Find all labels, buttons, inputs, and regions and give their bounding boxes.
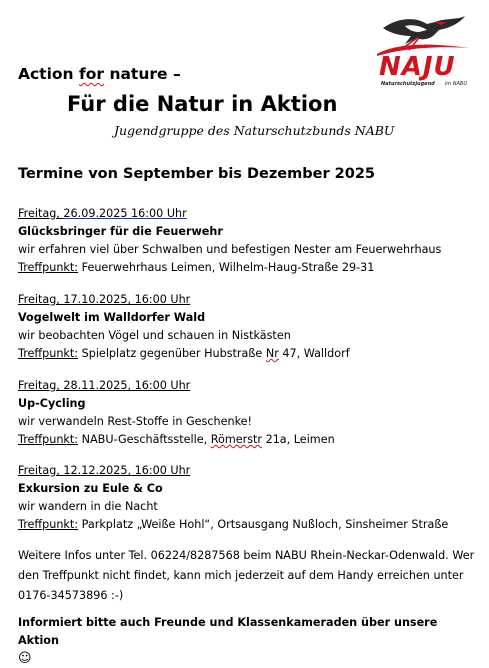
event-title: Up-Cycling: [18, 397, 86, 410]
event-meeting: [18, 259, 483, 277]
action-prefix: Action: [18, 65, 79, 83]
event-item: [18, 291, 483, 363]
event-date-day: Freitag,: [18, 464, 64, 477]
smiley-icon: ☺: [18, 651, 32, 666]
meeting-label: Treffpunkt:: [18, 433, 79, 446]
action-for: for: [79, 65, 105, 83]
action-mid: nature: [104, 65, 168, 83]
event-meeting: [18, 516, 483, 534]
event-date-time: 26.09.2025 16:00 Uhr: [63, 207, 187, 220]
meeting-location: Parkplatz „Weiße Hohl“, Ortsausgang Nußloch, Sinsheimer Straße: [78, 518, 449, 531]
event-date-day: Freitag,: [18, 379, 64, 392]
section-heading: Termine von September bis Dezember 2025: [18, 166, 376, 182]
event-item: [18, 462, 483, 534]
event-title: Glücksbringer für die Feuerwehr: [18, 225, 223, 238]
event-title: Exkursion zu Eule & Co: [18, 482, 163, 495]
closing-text: Informiert bitte auch Freunde und Klassenkameraden über unsere Aktion: [18, 616, 438, 647]
event-date-time: 17.10.2025, 16:00 Uhr: [63, 293, 191, 306]
meeting-location-mark: Römerstr: [210, 433, 263, 446]
meeting-location-mark: Nr: [265, 347, 279, 360]
meeting-location: Feuerwehrhaus Leimen, Wilhelm-Haug-Straße 29-31: [78, 261, 375, 274]
page-subtitle: Jugendgruppe des Naturschutzbunds NABU: [114, 123, 395, 138]
meeting-location-rest: 21a, Leimen: [262, 433, 335, 446]
closing-note: [18, 614, 480, 668]
event-meeting: [18, 345, 483, 363]
event-date-time: 12.12.2025, 16:00 Uhr: [63, 464, 191, 477]
event-item: [18, 205, 483, 277]
event-description: wir erfahren viel über Schwalben und befestigen Nester am Feuerwehrhaus: [18, 243, 442, 256]
event-date: [18, 205, 483, 223]
logo-sub-right: im NABU: [444, 81, 467, 87]
meeting-location-rest: 47, Walldorf: [278, 347, 350, 360]
action-dash: –: [167, 65, 181, 83]
action-line: [18, 64, 181, 84]
event-date: [18, 291, 483, 309]
event-item: [18, 377, 483, 449]
event-description: wir wandern in die Nacht: [18, 500, 158, 513]
logo-sub-left: Naturschutzjugend: [381, 81, 435, 87]
meeting-label: Treffpunkt:: [18, 347, 79, 360]
meeting-label: Treffpunkt:: [18, 261, 79, 274]
event-description: wir beobachten Vögel und schauen in Nistkästen: [18, 329, 291, 342]
event-date-time: 28.11.2025, 16:00 Uhr: [63, 379, 191, 392]
event-date-day: Freitag,: [18, 293, 64, 306]
logo-subline: [381, 81, 467, 87]
event-date: [18, 377, 483, 395]
event-description: wir verwandeln Rest-Stoffe in Geschenke!: [18, 415, 253, 428]
meeting-label: Treffpunkt:: [18, 518, 79, 531]
logo-brand: NAJU: [379, 52, 456, 82]
event-date-day: Freitag,: [18, 207, 64, 220]
naju-logo: [375, 14, 470, 94]
event-date: [18, 462, 483, 480]
event-meeting: [18, 431, 483, 449]
page-title: Für die Natur in Aktion: [67, 92, 338, 116]
meeting-location: NABU-Geschäftsstelle,: [78, 433, 211, 446]
meeting-location: Spielplatz gegenüber Hubstraße: [78, 347, 266, 360]
event-title: Vogelwelt im Walldorfer Wald: [18, 311, 206, 324]
contact-info: Weitere Infos unter Tel. 06224/8287568 beim NABU Rhein-Neckar-Odenwald. Wer den Treffpunkt nicht findet, kann mich jederzeit auf dem Handy erreichen unter 0176-34573896 :-): [18, 549, 475, 602]
